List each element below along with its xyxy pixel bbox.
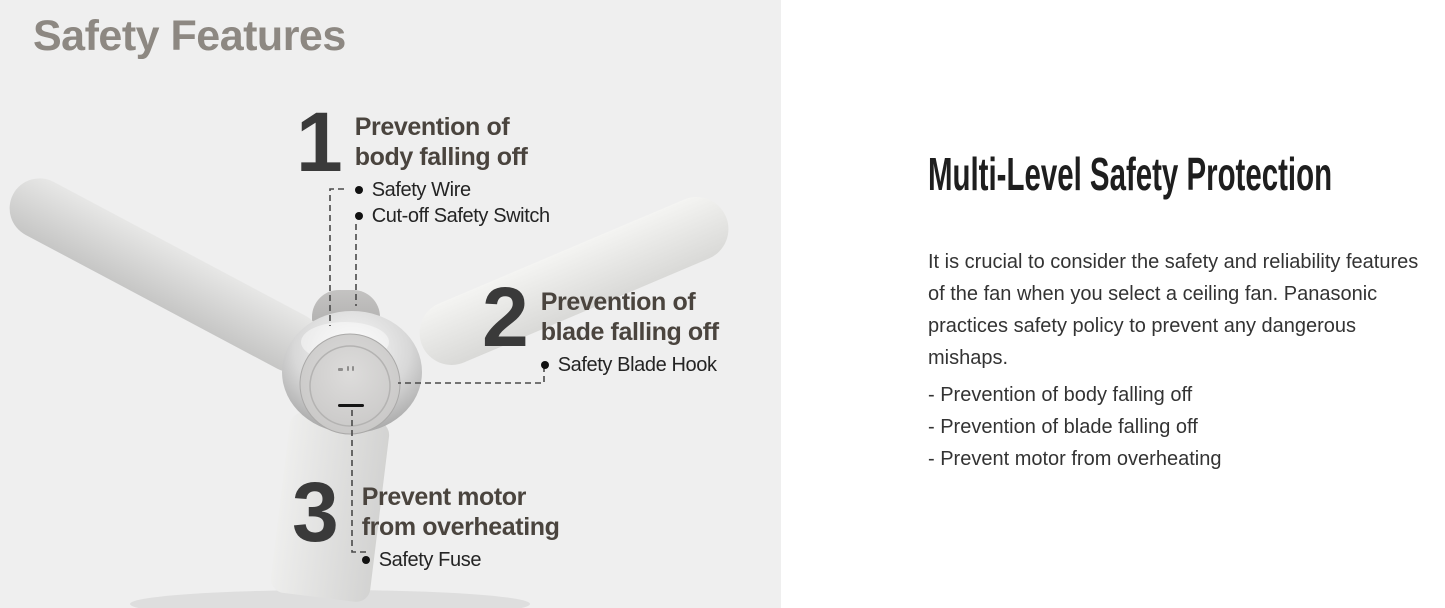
bullet-safety-fuse: Safety Fuse xyxy=(362,547,560,573)
callout-number-2: 2 xyxy=(482,270,526,364)
callout-number-1: 1 xyxy=(296,95,340,189)
list-item: - Prevention of body falling off xyxy=(928,384,1193,406)
callout-title-3: Prevent motor from overheating xyxy=(361,483,560,541)
callout-bullets-3 xyxy=(362,547,560,573)
callout-blade-falling xyxy=(482,270,719,378)
section-heading: Multi-Level Safety Protection xyxy=(928,148,1333,200)
callout-bullets-1 xyxy=(355,177,550,229)
bullet-safety-blade-hook: Safety Blade Hook xyxy=(541,352,719,378)
bullet-safety-wire: Safety Wire xyxy=(355,177,550,203)
callout-title-2: Prevention of blade falling off xyxy=(540,288,719,346)
bullet-dot-icon xyxy=(362,556,370,564)
callout-title-1: Prevention of body falling off xyxy=(354,113,528,171)
bullet-dot-icon xyxy=(355,212,363,220)
fan-blade-left xyxy=(0,168,332,383)
callout-number-3: 3 xyxy=(292,465,336,559)
panel-title: Safety Features xyxy=(33,12,346,60)
list-item: - Prevent motor from overheating xyxy=(928,448,1222,470)
intro-paragraph: It is crucial to consider the safety and reliability features of the fan when you select a ceiling fan. Panasonic practices safety policy to prevent any dangerous mishaps. xyxy=(928,251,1419,369)
multi-level-safety-section xyxy=(781,0,1445,608)
bullet-dot-icon xyxy=(355,186,363,194)
bullet-dot-icon xyxy=(541,361,549,369)
callout-bullets-2 xyxy=(541,352,719,378)
callout-body-falling xyxy=(296,95,550,229)
list-item: - Prevention of blade falling off xyxy=(928,416,1198,438)
hub-brand-mark xyxy=(338,404,364,407)
bullet-cutoff-safety-switch: Cut-off Safety Switch xyxy=(355,203,550,229)
feature-list xyxy=(928,379,1221,475)
callout-motor-overheating xyxy=(292,465,560,573)
